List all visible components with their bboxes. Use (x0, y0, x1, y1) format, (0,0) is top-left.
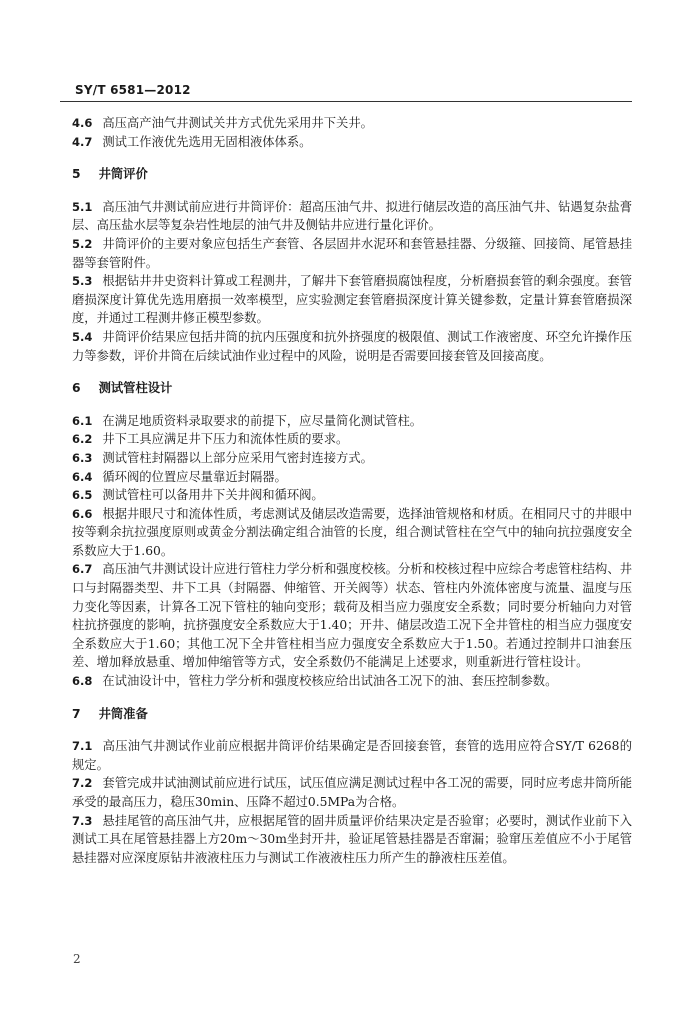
clause-text: 循环阀的位置应尽量靠近封隔器。 (102, 469, 287, 484)
clause-number: 6.8 (72, 674, 93, 689)
clause-text: 在满足地质资料录取要求的前提下，应尽量简化测试管柱。 (102, 413, 423, 428)
section-number: 7 (72, 706, 81, 721)
standard-code: SY/T 6581—2012 (75, 83, 191, 97)
clause-6-2 (72, 430, 632, 449)
clause-number: 7.1 (72, 739, 93, 754)
clause-text: 井筒评价的主要对象应包括生产套管、各层固井水泥环和套管悬挂器、分级箍、回接筒、尾管悬挂器等套管附件。 (72, 236, 632, 270)
clause-text: 根据井眼尺寸和流体性质，考虑测试及储层改造需要，选择油管规格和材质。在相同尺寸的井眼中按等剩余抗拉强度原则或黄金分割法确定组合油管的长度，组合测试管柱在空气中的轴向抗拉强度安全系数应大于1.60。 (72, 506, 632, 558)
clauses-6 (72, 412, 632, 691)
clause-6-5 (72, 486, 632, 505)
section-heading-5 (72, 165, 632, 184)
clause-7-2 (72, 774, 632, 811)
clause-7-3 (72, 812, 632, 868)
clause-text: 高压油气井测试前应进行井筒评价：超高压油气井、拟进行储层改造的高压油气井、钻遇复杂盐膏层、高压盐水层等复杂岩性地层的油气井及侧钻井应进行量化评价。 (72, 199, 632, 233)
clause-number: 6.1 (72, 413, 93, 428)
clause-number: 6.7 (72, 562, 93, 577)
clause-number: 5.1 (72, 199, 93, 214)
section-title: 井筒评价 (98, 167, 148, 182)
clause-text: 井下工具应满足井下压力和流体性质的要求。 (102, 432, 349, 447)
section-title: 井筒准备 (98, 706, 148, 721)
clause-text: 高压油气井测试设计应进行管柱力学分析和强度校核。分析和校核过程中应综合考虑管柱结构、井口与封隔器类型、井下工具（封隔器、伸缩管、开关阀等）状态、管柱内外流体密度与流量、温度与压力变化等因素，计算各工况下管柱的轴向变形；载荷及相当应力强度安全系数；同时要分析轴向力对管柱抗挤强度的影响，抗挤强度安全系数应大于1.40；开井、储层改造工况下全井管柱的相当应力强度安全系数应大于1.60；其他工况下全井管柱相当应力强度安全系数应大于1.50。若通过控制井口油套压差、增加释放悬重、增加伸缩管等方式，安全系数仍不能满足上述要求，则重新进行管柱设计。 (72, 562, 632, 670)
clause-number: 5.3 (72, 274, 93, 289)
clause-number: 6.6 (72, 506, 93, 521)
clauses-5 (72, 198, 632, 365)
clause-number: 4.7 (72, 134, 93, 149)
page-number: 2 (73, 952, 81, 966)
section-title: 测试管柱设计 (98, 381, 173, 396)
clause-6-4 (72, 468, 632, 487)
clause-number: 4.6 (72, 116, 93, 130)
clause-text: 高压油气井测试作业前应根据井筒评价结果确定是否回接套管，套管的选用应符合SY/T 6268的规定。 (72, 739, 632, 772)
clauses-4 (72, 114, 632, 151)
clause-text: 在试油设计中，管柱力学分析和强度校核应给出试油各工况下的油、套压控制参数。 (102, 674, 558, 689)
section-heading-6 (72, 379, 632, 398)
clause-5-4 (72, 328, 632, 365)
clause-number: 6.5 (72, 488, 93, 503)
clause-number: 6.3 (72, 450, 93, 465)
clause-5-3 (72, 272, 632, 328)
clause-6-1 (72, 412, 632, 431)
section-heading-7 (72, 705, 632, 724)
clause-text: 井筒评价结果应包括井筒的抗内压强度和抗外挤强度的极限值、测试工作液密度、环空允许操作压力等参数，评价井筒在后续试油作业过程中的风险，说明是否需要回接套管及回接高度。 (72, 329, 632, 363)
clause-4-7 (72, 133, 632, 152)
clause-number: 6.2 (72, 432, 93, 447)
clause-text: 套管完成井试油测试前应进行试压，试压值应满足测试过程中各工况的需要，同时应考虑井筒所能承受的最高压力，稳压30min、压降不超过0.5MPa为合格。 (72, 776, 632, 809)
clause-number: 5.2 (72, 236, 93, 251)
clause-5-1 (72, 198, 632, 235)
clause-text: 悬挂尾管的高压油气井，应根据尾管的固井质量评价结果决定是否验窜；必要时，测试作业前下入测试工具在尾管悬挂器上方20m～30m坐封开井，验证尾管悬挂器是否窜漏；验窜压差值应不小于尾管悬挂器对应深度原钻井液液柱压力与测试工作液液柱压力所产生的静液柱压差值。 (72, 813, 632, 865)
clause-text: 高压高产油气井测试关井方式优先采用井下关井。 (102, 116, 373, 130)
clause-number: 6.4 (72, 469, 93, 484)
clause-4-6 (72, 114, 632, 133)
clause-6-7 (72, 560, 632, 672)
clause-7-1 (72, 737, 632, 774)
section-number: 5 (72, 167, 81, 182)
clause-6-8 (72, 672, 632, 691)
clause-number: 7.2 (72, 776, 93, 791)
clause-number: 5.4 (72, 329, 93, 344)
clause-text: 根据钻井井史资料计算或工程测井，了解井下套管磨损腐蚀程度，分析磨损套管的剩余强度。套管磨损深度计算优先选用磨损一效率模型，应实验测定套管磨损深度计算关键参数，定量计算套管磨损深度，并通过工程测井修正模型参数。 (72, 274, 632, 326)
clause-number: 7.3 (72, 813, 93, 828)
clause-6-6 (72, 505, 632, 561)
header-rule (60, 101, 632, 102)
section-number: 6 (72, 381, 81, 396)
clause-6-3 (72, 449, 632, 468)
clause-text: 测试管柱封隔器以上部分应采用气密封连接方式。 (102, 450, 373, 465)
clause-text: 测试管柱可以备用井下关井阀和循环阀。 (102, 488, 324, 503)
clauses-7 (72, 737, 632, 867)
clause-5-2 (72, 235, 632, 272)
clause-text: 测试工作液优先选用无固相液体体系。 (102, 134, 312, 149)
document-body (72, 114, 632, 867)
